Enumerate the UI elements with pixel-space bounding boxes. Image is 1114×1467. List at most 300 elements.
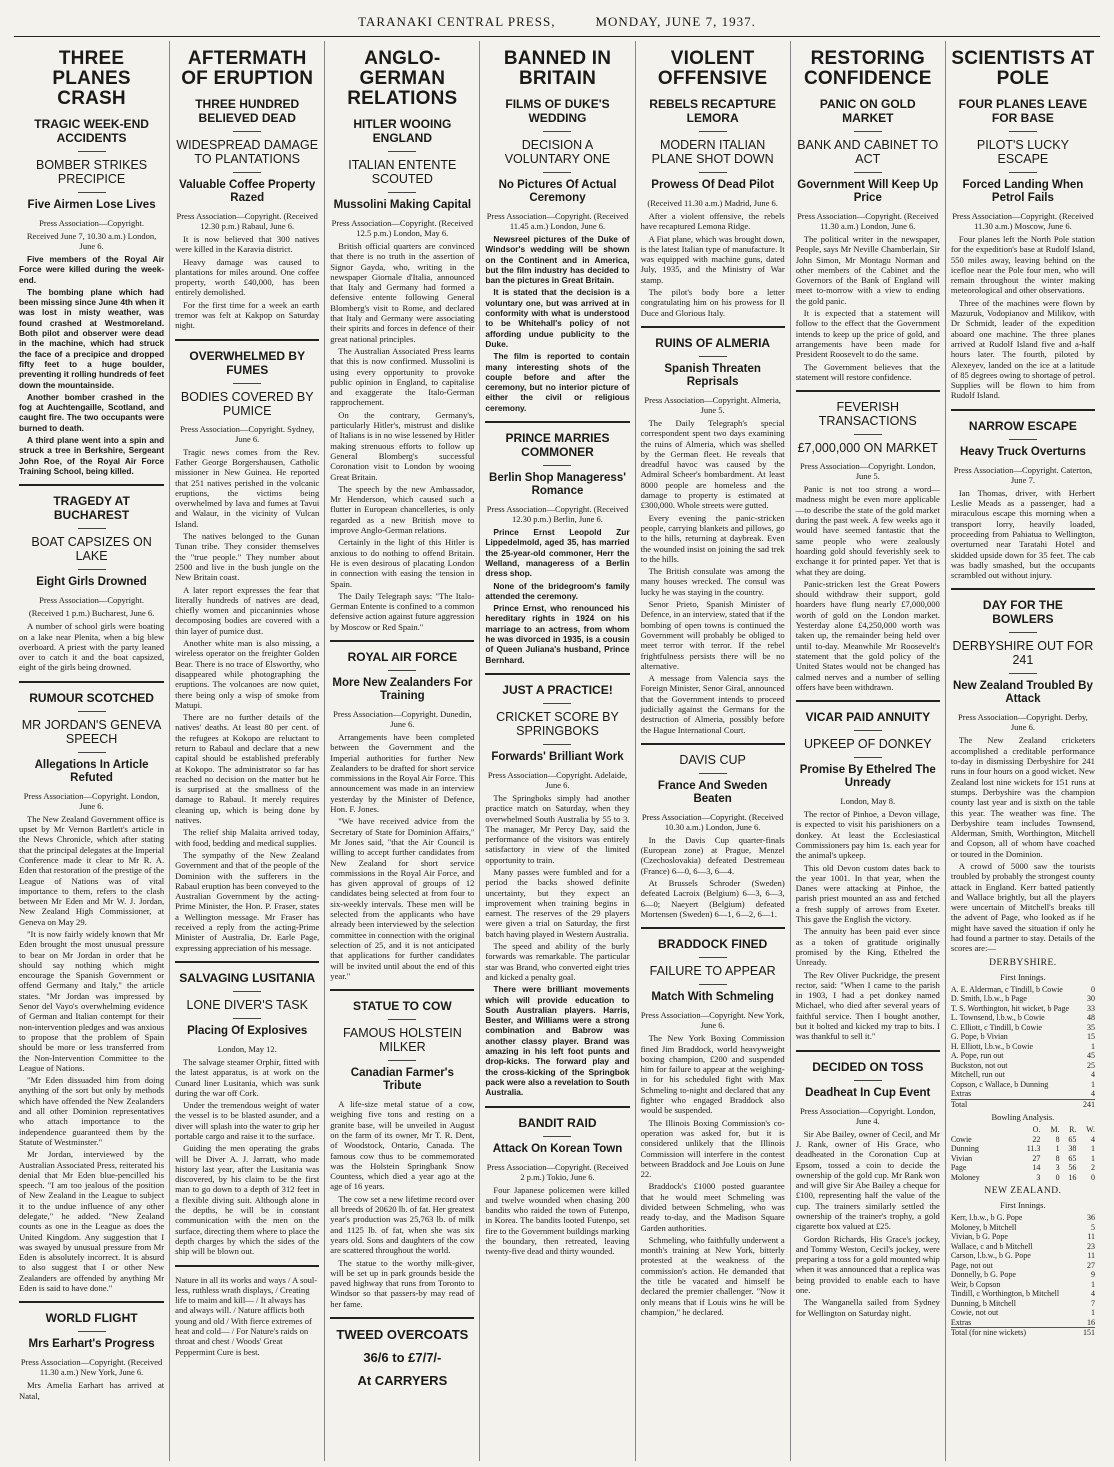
runs: 5 (1090, 1222, 1095, 1232)
bowling-figure: 1 (1055, 1144, 1060, 1154)
runs: 35 (1086, 1022, 1095, 1032)
subheadline: Attack On Korean Town (492, 1142, 623, 1155)
score-row (951, 1318, 1095, 1328)
divider (854, 730, 882, 731)
subheadline: Forwards' Brilliant Work (491, 750, 624, 763)
subheadline: Spanish Threaten Reprisals (664, 362, 761, 388)
runs: 25 (1086, 1060, 1095, 1070)
batsman: Wallace, c and b Mitchell (950, 1241, 1033, 1251)
runs: 16 (1086, 1317, 1095, 1327)
score-row (951, 1070, 1095, 1080)
bowler: Cowie (950, 1134, 972, 1144)
runs: 15 (1086, 1032, 1095, 1042)
paper-name: TARANAKI CENTRAL PRESS, (358, 14, 556, 29)
bowling-figure: 1 (1090, 1144, 1095, 1154)
columns (14, 41, 1100, 1461)
paragraph: None of the bridegroom's family attended the ceremony. (485, 580, 630, 601)
subheadline: FILMS OF DUKE'S WEDDING (505, 97, 610, 125)
subheadline: No Pictures Of Actual Ceremony (498, 179, 617, 204)
divider (233, 383, 261, 384)
subheadline: BODIES COVERED BY PUMICE (180, 389, 314, 418)
paragraph: The Daily Telegraph says: "The Italo-German Entente is confined to a common defensive action against future aggression by Moscow or Red Spain." (330, 590, 475, 632)
divider (388, 151, 416, 152)
bowling-col-header: M. (1050, 1125, 1060, 1135)
score-row (951, 1032, 1095, 1042)
credit: Press Association—Copyright. Caterton, June 7. (953, 464, 1093, 485)
subheadline: Berlin Shop Manageress' Romance (489, 472, 626, 498)
headline: AFTERMATH OF ERUPTION (181, 48, 314, 89)
subheadline: Deadheat In Cup Event (805, 1086, 931, 1099)
divider (543, 465, 571, 466)
subheadline: Prowess Of Dead Pilot (651, 179, 774, 191)
divider (175, 961, 319, 963)
dateline: London, May 12. (217, 1043, 277, 1054)
divider (78, 192, 106, 193)
credit: Press Association—Copyright. (Received 11.45 a.m.) London, June 6. (486, 211, 629, 231)
batsman: Carson, l.b.w., b G. Pope (950, 1251, 1031, 1261)
bowling-row (951, 1144, 1095, 1154)
dateline: Received June 7, 10.30 a.m.) London, June 6. (26, 231, 157, 251)
paragraph: A message from Valencia says the Foreign Minister, Senor Giral, announced that the Government intends to proceed judicially against the Germans for the destruction of Almeria, possibly before the Hague International Court. (640, 673, 785, 735)
divider (78, 752, 106, 753)
divider (388, 1060, 416, 1061)
paragraph: Four Japanese policemen were killed and twelve wounded when chasing 200 bandits who raided the town of Futenpo, in Korea. The bandits looted Futenpo, set fire to the Government buildings marking the boundary, then retreated, leaving twenty-five dead and thirty wounded. (485, 1184, 630, 1257)
total-row (951, 1099, 1095, 1109)
runs: 30 (1086, 994, 1095, 1004)
paragraph: The cow set a new lifetime record over all breeds of 20620 lb. of fat. Her greatest year's production was 25,763 lb. of milk and 1125 lb. of fat, when she was six years old. Sons and daughters of the cow are scattered throughout the world. (330, 1193, 475, 1256)
paragraph: The relief ship Malaita arrived today, with food, bedding and medical supplies. (175, 827, 320, 848)
paragraph: A Fiat plane, which was brought down, is the latest Italian type of manufacture. It was equipped with machine guns, dated July, 1935, and the Ministry of War stamp. (640, 233, 785, 285)
bowling-figure: 4 (1090, 1134, 1095, 1144)
batsman: Donnelly, b G. Pope (950, 1270, 1016, 1280)
runs: 1 (1090, 1279, 1095, 1289)
subheadline: UPKEEP OF DONKEY (803, 737, 932, 752)
runs: 9 (1090, 1270, 1095, 1280)
article-headline: JUST A PRACTICE! (502, 682, 613, 697)
scorecard-innings: First Innings. (1000, 1200, 1046, 1211)
column-1 (14, 41, 169, 1461)
batsman: C. Elliott, c Tindill, b Cowie (950, 1022, 1042, 1032)
divider (951, 588, 1095, 590)
bowling-row (951, 1154, 1095, 1164)
subheadline: BANK AND CABINET TO ACT (797, 138, 939, 166)
runs: 36 (1086, 1213, 1095, 1223)
subheadline: More New Zealanders For Training (332, 676, 473, 702)
paragraph: Panic-stricken lest the Great Powers should withdraw their support, gold hoarders have flung nearly £7,000,000 worth of gold on the London market. Yesterday alone £4,250,000 worth was taken up, the remainder being held over until to-day. Meanwhile Mr Roosevelt's statement that the gold policy of the United States would not be changed has calmed nerves and a number of selling offers have been withdrawn. (795, 578, 940, 692)
divider (233, 131, 261, 132)
paragraph: The New Zealand Government office is upset by Mr Vernon Bartlett's article in the News Chronicle, which after stating that the principal delegates at the Imperial Conference made it clear to Mr R. A. Eden that restoration of the prestige of the League of Nations was of vital importance to them, refers to the clash between Mr Eden and Mr W. J. Jordan, New Zealand High Commissioner, at Geneva on May 29. (19, 813, 165, 927)
article-headline: DAVIS CUP (679, 752, 746, 767)
paragraph: Another white man is also missing, a wireless operator on the freighter Golden Bear. There is no trace of Elsworthy, who disappeared while photographing the eruptions. The volcanoes are now quiet, there being only a wisp of smoke from Matupi. (175, 638, 320, 710)
divider (78, 711, 106, 712)
headline: VIOLENT OFFENSIVE (657, 48, 768, 89)
paragraph: The political writer in the newspaper, People, says Mr Neville Chamberlain, Sir John Simon, Mr Montagu Norman and other members of the Cabinet and the Governors of the Bank of England will meet to-morrow with a view to ending the gold panic. (795, 234, 940, 306)
bowling-figure: 8 (1055, 1153, 1060, 1163)
paragraph: The statue to the worthy milk-giver, will be set up in park grounds beside the paved highway that runs from Toronto to Windsor so that passers-by may read of her fame. (330, 1257, 475, 1309)
article-headline: NARROW ESCAPE (968, 418, 1077, 433)
divider (388, 192, 416, 193)
bowling-figure: 1 (1090, 1153, 1095, 1163)
issue-date: MONDAY, JUNE 7, 1937. (595, 14, 756, 29)
score-row (951, 1223, 1095, 1233)
subheadline: BOMBER STRIKES PRECIPICE (36, 158, 148, 186)
subheadline: Placing Of Explosives (187, 1024, 308, 1037)
score-row (951, 1280, 1095, 1290)
batsman: Moloney, b Mitchell (950, 1222, 1017, 1232)
score-row (951, 1289, 1095, 1299)
divider (699, 131, 727, 132)
credit: Press Association—Copyright. (Received 2 p.m.) Tokio, June 6. (486, 1161, 629, 1182)
score-row (951, 1061, 1095, 1071)
paragraph: Braddock's £1000 posted guarantee that he would meet Schmeling was divided between Schmeling, who was ready to-day, and the Madison Square Garden authorities. (640, 1181, 785, 1233)
paragraph: The pilot's body bore a letter congratulating him on his prowess for Il Duce and Glorious Italy. (640, 287, 785, 318)
runs: 4 (1090, 1070, 1095, 1080)
nz-scorecard (951, 1213, 1095, 1338)
paragraph: Sir Abe Bailey, owner of Cecil, and Mr J. Rank, owner of His Grace, who deadheated in the Coronation Cup at Epsom, tossed a coin to decide the ownership of the gold cup. Mr Rank won and will give Sir Abe Bailey a cheque for £100, representing half the value of the cup. The trainers similarly settled the ownership of the trainer's trophy, a gold cigarette box valued at £25. (795, 1128, 940, 1232)
article-headline: DAY FOR THE BOWLERS (982, 598, 1063, 627)
dateline: (Received 1 p.m.) Bucharest, June 6. (28, 608, 155, 619)
paragraph: On the contrary, Germany's, particularly Hitler's, mistrust and dislike of Italians is in no wise lessened by Hitler making strenuous efforts to follow up General Blomberg's successful Coronation visit to London by wooing Great Britain. (330, 409, 475, 482)
batsman: Vivian, b G. Pope (950, 1232, 1008, 1242)
divider (485, 673, 629, 675)
divider (175, 1265, 319, 1267)
paragraph: Newsreel pictures of the Duke of Windsor's wedding will be shown on the Continent and in America, but the film industry has decided to ban the pictures in Great Britain. (485, 234, 630, 286)
paragraph: The British consulate was among the many houses wrecked. The consul was lucky he was staying in the country. (640, 566, 785, 597)
bowler: Vivian (950, 1153, 973, 1163)
column-2 (169, 41, 324, 1461)
bowling-col-header: O. (1032, 1125, 1041, 1135)
divider (796, 390, 940, 392)
divider (543, 703, 571, 704)
batsman: Page, not out (950, 1260, 993, 1270)
advert-title: TWEED OVERCOATS (336, 1327, 469, 1343)
subheadline: REBELS RECAPTURE LEMORA (649, 97, 776, 125)
divider (485, 1106, 629, 1108)
credit: Press Association—Copyright. New York, June 6. (640, 1010, 785, 1031)
paragraph: The sympathy of the New Zealand Government and that of the people of the Dominion with the sufferers in the Rabaul eruption has been conveyed to the Australian Government by the acting-Prime Minister, the Hon. P. Fraser, states a Wellington message. Mr Fraser has received a reply from the acting-Prime Minister of Australia, Dr. Earle Page, expressing appreciation of his message. (175, 849, 320, 953)
runs: 1 (1090, 1308, 1095, 1318)
paragraph: British official quarters are convinced that there is no truth in the assertion of Signor Gayda, who, writing in the newspaper Giornale d'Italia, announced that Italy and Germany had formed a defensive entente following General Blomberg's visit to Rome, and declared that Italy and Germany were associating their spirits and forces in defence of their great national principles. (330, 241, 475, 344)
masthead (14, 14, 1100, 37)
subheadline: BOAT CAPSIZES ON LAKE (31, 535, 152, 564)
subheadline: Forced Landing When Petrol Fails (962, 179, 1084, 204)
subheadline: Canadian Farmer's Tribute (350, 1067, 454, 1093)
advert-price: 36/6 to £7/7/- (363, 1350, 442, 1366)
headline: SCIENTISTS AT POLE (951, 48, 1095, 89)
bowling-heading: Bowling Analysis. (991, 1112, 1055, 1123)
divider (78, 1331, 106, 1332)
runs: 1 (1090, 1041, 1095, 1051)
subheadline: HITLER WOOING ENGLAND (353, 117, 452, 145)
credit: Press Association—Copyright. Derby, June 6. (958, 712, 1088, 733)
subheadline: Government Will Keep Up Price (797, 179, 939, 204)
paragraph: The natives belonged to the Gunan Tunan tribe. They consider themselves the "true people." They number about 2500 and live in the bush jungle on the New Britain coast. (175, 531, 320, 583)
credit: (Received 11.30 a.m.) Madrid, June 6. (647, 198, 778, 208)
subheadline: Valuable Coffee Property Razed (179, 179, 316, 204)
paragraph: Prince Ernst Leopold Zur Lippedelmold, aged 35, has married the 25-year-old commoner, Herr the Welland, manageress of a Berlin dress shop. (485, 527, 630, 579)
paragraph: The annuity has been paid ever since as a token of gratitude originally promised by the King, Ethelred the Unready. (795, 926, 940, 968)
paragraph: Three of the machines were flown by Mazuruk, Vodopianov and Milikov, with Dr Schmidt, leader of the expedition aboard one machine. The three planes arrived at Rudolf Island five and a-half hours later. The fourth, piloted by Alexeyev, landed on the ice at a latitude of 85 degrees owing to shortage of petrol. Supplies will be flown to him from Rudolf Island. (950, 297, 1095, 401)
divider (641, 326, 785, 328)
credit: Press Association—Copyright. (Received 12.5 p.m.) London, May 6. (331, 218, 474, 238)
divider (1009, 673, 1037, 674)
paragraph: Senor Prieto, Spanish Minister of Defence, in an interview, stated that if the bombing of open towns is continued the Government will probably be obliged to meet terror with terror. If the rebel frightfulness persists there will be no alternative. (640, 599, 785, 671)
paragraph: The Australian Associated Press learns that this is now confirmed. Mussolini is using every opportunity to provoke public opinion in England, to capitalise and exaggerate the Italo-German rapprochement. (330, 345, 475, 408)
divider (699, 957, 727, 958)
bowling-col-header: R. (1069, 1125, 1077, 1135)
advert-store: At CARRYERS (357, 1373, 448, 1389)
divider (699, 984, 727, 985)
runs: 27 (1086, 1260, 1095, 1270)
subheadline: MR JORDAN'S GENEVA SPEECH (21, 717, 162, 746)
subheadline: WIDESPREAD DAMAGE TO PLANTATIONS (176, 138, 319, 166)
bowling-figure: 0 (1055, 1172, 1060, 1182)
runs: 33 (1086, 1003, 1095, 1013)
divider (854, 757, 882, 758)
divider (388, 1019, 416, 1020)
score-row (951, 1042, 1095, 1052)
bowling-figure: 27 (1032, 1153, 1041, 1163)
article-headline: BRADDOCK FINED (657, 937, 768, 952)
paragraph: Every evening the panic-stricken people, carrying blankets and pillows, go to the hills, returning at daybreak. Even the wounded insist on joining the sad trek to the hills. (640, 512, 785, 564)
advert-verse: Nature in all its works and ways / A soul-less, ruthless wrath displays, / Creating life to maim and kill— / It always has and always will. / Nature afflicts both young and old / With fierce extremes of heat and cold— / For Nature's raids on throat and chest / Woods' Great Peppermint Cure is best. (175, 1274, 318, 1357)
divider (1009, 131, 1037, 132)
divider (19, 1301, 164, 1303)
paragraph: "We have received advice from the Secretary of State for Dominion Affairs," Mr Jones said, "that the Air Council is willing to accept further candidates from New Zealand for short service commissions in the Royal Air Force, and has given approval of groups of 12 candidates being selected at from four to six-weekly intervals. These men will be selected from the applicants who have already been interviewed by the selection committee in connection with the original selection of 25, and it is not anticipated that applications for further candidates will be invited until about the end of this year." (330, 816, 475, 981)
score-row (951, 994, 1095, 1004)
divider (796, 700, 940, 702)
scorecard-innings: First Innings. (1000, 971, 1046, 982)
column-6 (790, 41, 945, 1461)
runs: 1 (1090, 1079, 1095, 1089)
divider (78, 528, 106, 529)
runs: 48 (1086, 1013, 1095, 1023)
article-headline: SALVAGING LUSITANIA (179, 970, 316, 985)
divider (19, 681, 164, 683)
credit: Press Association—Copyright. (Received 10.30 a.m.) London, June 6. (641, 811, 784, 832)
subheadline: Allegations In Article Refuted (34, 758, 149, 784)
paragraph: A number of school girls were boating on a lake near Plenita, when a big blew overboard. A priest with the party leaned over to catch it and the boat capsized, eight of the girls being drowned. (19, 621, 165, 673)
credit: Press Association—Copyright. Sydney, June 6. (180, 423, 315, 444)
scorecard-team: DERBYSHIRE. (989, 957, 1057, 968)
total-runs: 241 (1082, 1099, 1095, 1109)
divider (78, 151, 106, 152)
divider (699, 356, 727, 357)
total-label: Total (for nine wickets) (951, 1328, 1081, 1338)
divider (543, 1136, 571, 1137)
credit: Press Association—Copyright. (Received 11.30 a.m.) Moscow, June 6. (952, 211, 1094, 231)
subheadline: Match With Schmeling (651, 991, 774, 1004)
divider (854, 131, 882, 132)
paragraph: Arrangements have been completed between the Government and the Imperial authorities for further New Zealanders to be drafted for short service commissions in the Royal Air Force. This announcement was made in an interview yesterday by the Minister of Defence, Hon. F. Jones. (330, 731, 475, 815)
score-row (951, 1023, 1095, 1033)
divider (19, 484, 164, 486)
bowling-figure: 16 (1068, 1172, 1077, 1182)
paragraph: The speech by the new Ambassador, Mr Henderson, which caused such a flutter in European chancelleries, is only regarded as a new British move to improve Anglo-German relations. (330, 483, 475, 536)
article-headline: PRINCE MARRIES COMMONER (505, 431, 610, 460)
subheadline: LONE DIVER'S TASK (186, 997, 308, 1012)
subheadline: Heavy Truck Overturns (959, 445, 1086, 458)
credit: Press Association—Copyright. Almeria, June 5. (644, 394, 781, 415)
column-3 (324, 41, 479, 1461)
paragraph: The salvage steamer Orphir, fitted with the latest apparatus, is at work on the Cunard liner Lusitania, which was sunk during the war off Cork. (175, 1056, 320, 1098)
paragraph: A life-size metal statue of a cow, weighing five tons and resting on a granite base, will be unveiled in August on the farm of its owner, Mr T. R. Dent, of Woodstock, Ontario, Canada. The famous cow thus to be commemorated was the Holstein Springbank Snow Countess, which died a year ago at the age of 16 years. (330, 1099, 475, 1192)
divider (543, 131, 571, 132)
credit: Press Association—Copyright. Dunedin, June 6. (333, 708, 472, 729)
bowling-col-header: W. (1086, 1125, 1095, 1135)
paragraph: Tragic news comes from the Rev. Father George Borgershausen, Catholic missioner in New Guinea. He reported that 251 natives perished in the volcanic eruptions, the victims being overwhelmed by lava and fumes at Tavui and Walaur, in the vicinity of Vulcan Island. (175, 446, 320, 529)
paragraph: Schmeling, who faithfully underwent a month's training at New York, bitterly protested at the weakness of the commission's action. He demanded that the title be vacated and himself be declared the premier challenger. "Now it only means that if Louis wins he will be champion," he declared. (640, 1234, 785, 1317)
paragraph: A crowd of 5000 saw the tourists troubled by probably the strongest county attack in England. Kerr batted patiently and Wallace brightly, but all the players were uncertain of Mitchell's breaks till the advent of Page, who looked as if he might have saved the situation if only he had found a partner to stay. Details of the scores are:— (950, 860, 1095, 954)
batsman: Weir, b Copson (950, 1279, 1001, 1289)
bowling-row (951, 1135, 1095, 1145)
paragraph: A later report expresses the fear that literally hundreds of natives are dead, chiefly women and piccaninnies whose decomposing bodies are covered with a thin layer of pumice dust. (175, 584, 320, 636)
score-row (951, 1242, 1095, 1252)
divider (699, 773, 727, 774)
divider (854, 434, 882, 435)
subheadline: PILOT'S LUCKY ESCAPE (976, 138, 1069, 166)
score-row (951, 1251, 1095, 1261)
subheadline: TRAGIC WEEK-END ACCIDENTS (34, 117, 149, 145)
article-headline: RUMOUR SCOTCHED (29, 690, 154, 705)
paragraph: There are no further details of the natives' deaths. At least 80 per cent. of the refugees at Kokopo are reluctant to return to Rabaul and declare that a new capital should be established preferably at Kokopo. The administrator so far has reached no decision on the matter but he is surprised at the smallness of the damage to Rabaul. It merely requires cleaning up, which is being done by natives. (175, 712, 320, 826)
paragraph: Four planes left the North Pole station for the expedition's base at Rudolf Island, 550 miles away, leaving behind on the icefloe near the Pole four men, who will remain throughout the winter making meteorological and other observations. (950, 234, 1095, 296)
divider (854, 172, 882, 173)
batsman: Copson, c Wallace, b Dunning (950, 1079, 1049, 1089)
paragraph: For the first time for a week an earth tremor was felt at Kakpop on Saturday night. (175, 299, 320, 331)
divider (854, 1080, 882, 1081)
divider (641, 743, 785, 745)
score-row (951, 1089, 1095, 1099)
divider (796, 1050, 940, 1052)
batsman: Dunning, b Mitchell (950, 1298, 1016, 1308)
dateline: London, May 8. (840, 796, 896, 807)
batsman: Tindill, c Worthington, b Mitchell (950, 1289, 1060, 1299)
credit: Press Association—Copyright. (Received 11.30 a.m.) London, June 6. (797, 211, 939, 231)
divider (1009, 632, 1037, 633)
paragraph: The speed and ability of the burly forwards was remarkable. The particular star was Brand, who converted eight tries and kicked a penalty goal. (485, 941, 630, 982)
paragraph: Five members of the Royal Air Force were killed during the week-end. (19, 254, 165, 285)
divider (78, 569, 106, 570)
scorecard-team: NEW ZEALAND. (984, 1186, 1062, 1197)
paragraph: The Illinois Boxing Commission's co-operation was asked for, but it is considered unlikely that the Illinois Commission will interfere in the contest between Braddock and Joe Louis on June 22. (640, 1117, 785, 1180)
paragraph: Mrs Amelia Earhart has arrived at Natal, (19, 1380, 165, 1401)
paragraph: Ian Thomas, driver, with Herbert Leslie Meads as a passenger, had a miraculous escape this morning when a transport lorry, heavily loaded, proceeding from Pahiatua to Wellington, overturned near Taratahi Hotel and skidded upside down for 35 feet. The cab was badly smashed, but the occupants scrambled out without injury. (950, 487, 1095, 581)
score-row (951, 1051, 1095, 1061)
paragraph: The New Zealand cricketers accomplished a creditable performance to-day in dismissing Derbyshire for 241 runs in four hours on a good wicket. New Zealand lost nine wickets for 151 runs at stumps. Derbyshire was the champion county last year and is sixth on the table this year. The weather was fine. The Derbyshire team includes Townsend, Alderman, Smith, Worthington, Mitchell and Copson, all of whom have coached or toured in the Dominion. (950, 735, 1095, 859)
credit: Press Association—Copyright. (Received 11.30 a.m.) New York, June 6. (20, 1357, 163, 1378)
subheadline: Promise By Ethelred The Unready (799, 764, 936, 790)
divider (175, 339, 319, 341)
article-headline: WORLD FLIGHT (45, 1311, 138, 1326)
paragraph: Panic is not too strong a word—madness might be even more applicable—to describe the state of the gold market during the past week. A few weeks ago it would have seemed fantastic that the same people who were zealously hoarding gold should feverishly seek to exchange it for printed paper. Yet that is what they are doing. (795, 484, 940, 577)
paragraph: After a violent offensive, the rebels have recaptured Lemona Ridge. (640, 211, 785, 232)
subheadline: THREE HUNDRED BELIEVED DEAD (195, 97, 300, 125)
bowling-figure: 65 (1068, 1134, 1077, 1144)
paragraph: Certainly in the light of this Hitler is anxious to do nothing to offend Britain. He is even desirous of placating London in connection with easing the tension in Spain. (330, 537, 475, 589)
divider (485, 421, 629, 423)
subheadline: Five Airmen Lose Lives (27, 199, 156, 211)
score-row (951, 1080, 1095, 1090)
runs: 4 (1090, 1289, 1095, 1299)
batsman: A. E. Alderman, c Tindill, b Cowie (950, 984, 1063, 994)
score-row (951, 1232, 1095, 1242)
subheadline: ITALIAN ENTENTE SCOUTED (348, 158, 457, 186)
batsman: Extras (950, 1089, 972, 1099)
paragraph: There were brilliant movements which will provide education to South Australian players. Harris, Bester, and Williams were a strong combination and Babrow was another classy player. Brand was amazing in his left foot punts and drop-kicks. The forward play and the cross-kicking of the Springbok pack were also a revelation to South Australia. (485, 984, 630, 1098)
divider (330, 1317, 474, 1319)
divider (233, 172, 261, 173)
bowling-figure: 22 (1032, 1134, 1041, 1144)
runs: 11 (1087, 1232, 1095, 1242)
subheadline: £7,000,000 ON MARKET (797, 441, 938, 456)
bowling-figure: 3 (1036, 1172, 1041, 1182)
subheadline: FAMOUS HOLSTEIN MILKER (342, 1026, 462, 1055)
subheadline: MODERN ITALIAN PLANE SHOT DOWN (651, 138, 774, 166)
column-7 (945, 41, 1100, 1461)
paragraph: Under the tremendous weight of water the vessel is to be blasted asunder, and a diver will splash into the water to grip her portable cargo and raise it to the surface. (175, 1100, 320, 1141)
bowling-figure: 2 (1090, 1163, 1095, 1173)
paragraph: Mr Jordan, interviewed by the Australian Associated Press, reiterated his denial that Mr Eden blue-pencilled his speech. "I am too jealous of the position of New Zealand in the League to subject it to the undue influence of any other delegate," he added. "New Zealand counts as one in the League as does the United Kingdom. Any suggestion that I was swayed by unusual pressure from Mr Eden is absolutely incorrect. It is absurd to also suggest that I or other New Zealanders are offended by anything Mr Eden is said to have done." (19, 1149, 165, 1294)
runs: 4 (1090, 1089, 1095, 1099)
total-label: Total (951, 1099, 1082, 1109)
divider (1009, 439, 1037, 440)
bowling-figure: 3 (1055, 1163, 1060, 1173)
divider (543, 744, 571, 745)
paragraph: In the Davis Cup quarter-finals (European zone) at Prague, Menzel (Czechoslovakia) defeated Destremeau (France) 6—0, 6—3, 6—4. (640, 834, 785, 876)
paragraph: The Rev Oliver Puckridge, the present rector, said: "When I came to the parish in 1903, I had a pet donkey named Michael, who died after several years of faithful service. Then I bought another, but it bolted and kicked my trap to bits. I was thankful to sell it." (795, 969, 940, 1042)
subheadline: FAILURE TO APPEAR (649, 964, 776, 979)
total-runs: 151 (1081, 1328, 1095, 1338)
headline: ANGLO-GERMAN RELATIONS (347, 48, 458, 109)
paragraph: The Wanganella sailed from Sydney for Wellington on Saturday night. (795, 1297, 940, 1318)
column-5 (635, 41, 790, 1461)
paragraph: The bombing plane which had been missing since June 4th when it was lost in misty weather, was found crashed at Westmoreland. Both pilot and observer were dead in the machine, which had struck the face of a precipice and dropped fifty feet to a huge boulder, preventing it rolling hundreds of feet down the mountainside. (19, 286, 165, 390)
batsman: G. Pope, b Vivian (950, 1032, 1008, 1042)
paragraph: At Brussels Schroder (Sweden) defeated Lacroix (Belgium) 6—3, 6—3, 6—0; Naeyert (Belgium) defeated Mortensen (Sweden) 6—1, 6—2, 6—1. (640, 878, 785, 919)
credit: Press Association—Copyright. London, June 5. (800, 461, 936, 482)
article-headline: ROYAL AIR FORCE (347, 649, 458, 664)
bowler: Moloney (950, 1172, 980, 1182)
divider (543, 172, 571, 173)
article-headline: FEVERISH TRANSACTIONS (818, 400, 917, 429)
divider (330, 640, 474, 642)
subheadline: FOUR PLANES LEAVE FOR BASE (958, 97, 1088, 125)
divider (641, 927, 785, 929)
paragraph: "Mr Eden dissuaded him from doing anything of the sort but only by methods which have offended the New Zealanders and all other Dominion representatives who attach importance to the independence guaranteed them by the Statute of Westminster." (19, 1075, 165, 1147)
paragraph: Another bomber crashed in the fog at Auchtengaille, Scotland, and caught fire. The two occupants were burned to death. (19, 391, 165, 433)
bowling-row (951, 1173, 1095, 1183)
credit: Press Association—Copyright. (Received 12.30 p.m.) Rabaul, June 6. (176, 211, 318, 231)
paragraph: It is now believed that 300 natives were killed in the Karavia district. (175, 234, 320, 255)
paragraph: The film is reported to contain many interesting shots of the couple before and after the ceremony, but no interior picture of either the civil or religious ceremony. (485, 351, 630, 413)
paragraph: Guiding the men operating the grabs will be Diver A. J. Jarratt, who made history last year, after the Lusitania was discovered, by his claim to be the first man to go down to a depth of 312 feet in a flexible diving suit. Although alone in the depths, he will be in constant communication with the men on the surface, directing them where to place the depth charges by which the sides of the ship will be blown out. (175, 1143, 320, 1257)
paragraph: Many passes were fumbled and for a period the backs showed definite uncertainty, but they expect an improvement when training begins in earnest. The reserves of the 29 players were given a trial on Saturday, the first batch having played in Western Australia. (485, 866, 630, 939)
paragraph: This old Devon custom dates back to the year 1001. In that year, when the Danes were attacking at Pinhoe, the parish priest mounted an ass and fetched a fresh supply of arrows from Exeter. This gave the English the victory. (795, 862, 940, 925)
batsman: Cowie, not out (950, 1308, 999, 1318)
bowling-figure: 14 (1032, 1163, 1041, 1173)
batsman: L. Townsend, l.b.w., b Cowie (950, 1013, 1045, 1023)
divider (330, 989, 474, 991)
runs: 45 (1086, 1051, 1095, 1061)
paragraph: It is stated that the decision is a voluntary one, but was arrived at in conformity with what is understood to be Whitehall's policy of not affording undue publicity to the Duke. (485, 287, 630, 349)
divider (388, 670, 416, 671)
total-row (951, 1328, 1095, 1338)
runs: 23 (1086, 1241, 1095, 1251)
score-row (951, 1299, 1095, 1309)
subheadline: CRICKET SCORE BY SPRINGBOKS (496, 709, 619, 738)
bowling-figure: 0 (1090, 1172, 1095, 1182)
